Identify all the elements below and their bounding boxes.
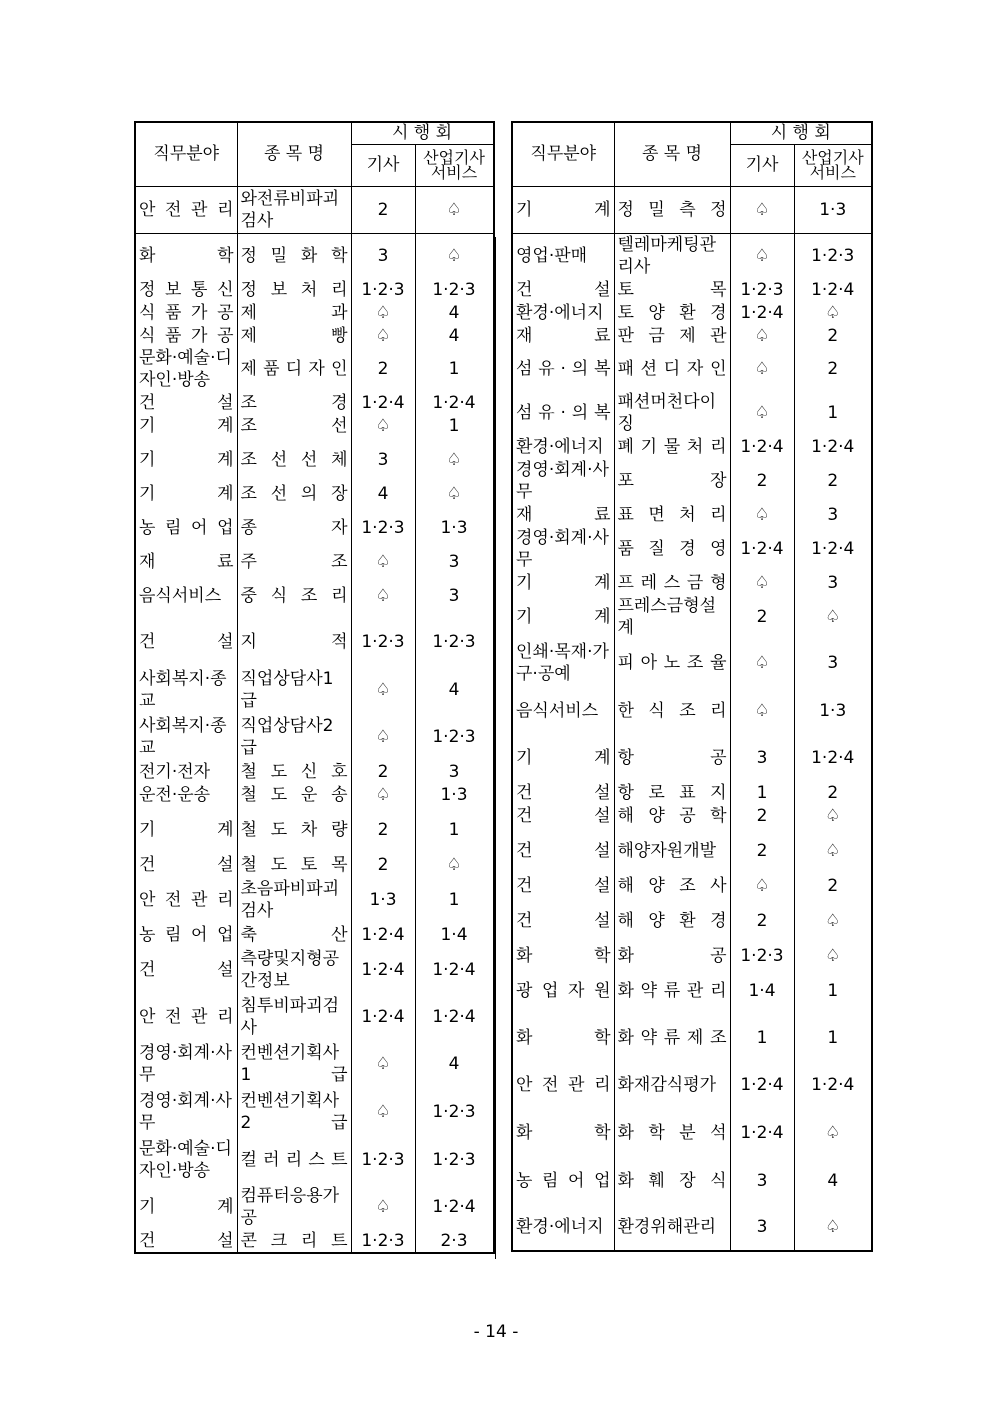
- item-name-cell: 철 도 운 송: [237, 783, 351, 806]
- sanup-round-cell: 1·2·4: [794, 734, 872, 781]
- field-cell: 경영·회계·사 무: [512, 458, 614, 503]
- sanup-round-cell: 1·2·4: [415, 391, 493, 414]
- header-sanup: 산업기사 서비스: [415, 144, 493, 186]
- page-number: - 14 -: [473, 1322, 519, 1342]
- gisa-round-cell: 1·2·3: [351, 278, 415, 301]
- field-cell: 사회복지·종 교: [135, 666, 237, 713]
- table-row: [135, 186, 494, 233]
- sanup-round-cell: 1·3: [794, 186, 872, 233]
- gisa-round-cell: ♤: [730, 233, 794, 278]
- sanup-round-cell: 1·2·4: [794, 1061, 872, 1109]
- item-name-cell: 품 질 경 영: [614, 526, 730, 571]
- gisa-round-cell: ♤: [351, 550, 415, 573]
- right-table: [511, 121, 873, 1252]
- header-round: 시 행 회: [351, 122, 493, 144]
- gisa-round-cell: 1·2·3: [351, 505, 415, 550]
- field-cell: 화 학: [512, 1109, 614, 1157]
- item-name-cell: 철 도 차 량: [237, 806, 351, 853]
- sanup-round-cell: 1·2·3: [415, 713, 493, 760]
- item-name-cell: 패 션 디 자 인: [614, 347, 730, 391]
- gisa-round-cell: 3: [730, 734, 794, 781]
- field-cell: 경영·회계·사 무: [135, 1088, 237, 1136]
- gisa-round-cell: 2: [730, 897, 794, 944]
- table-row: [512, 571, 872, 594]
- sanup-round-cell: 1·2·3: [794, 233, 872, 278]
- gisa-round-cell: ♤: [351, 414, 415, 437]
- gisa-round-cell: 2: [730, 827, 794, 874]
- field-cell: 기 계: [135, 414, 237, 437]
- field-cell: 재 료: [512, 324, 614, 347]
- field-cell: 전기·전자: [135, 760, 237, 783]
- item-name-cell: 해양자원개발: [614, 827, 730, 874]
- table-row: [135, 505, 494, 550]
- item-name-cell: 철 도 신 호: [237, 760, 351, 783]
- item-name-cell: 컬 러 리 스 트: [237, 1136, 351, 1183]
- item-name-cell: 직업상담사2급: [237, 713, 351, 760]
- table-row: [135, 760, 494, 783]
- field-cell: 문화·예술·디자인·방송: [135, 347, 237, 391]
- table-row: [512, 503, 872, 526]
- item-name-cell: 화 약 류 관 리: [614, 967, 730, 1014]
- item-name-cell: 한 식 조 리: [614, 687, 730, 734]
- gisa-round-cell: 1·2·4: [730, 435, 794, 458]
- item-name-cell: 축 산: [237, 923, 351, 946]
- sanup-round-cell: ♤: [415, 482, 493, 505]
- sanup-round-cell: 1·2·4: [794, 278, 872, 301]
- table-row: [512, 804, 872, 827]
- gisa-round-cell: 3: [730, 1157, 794, 1204]
- sanup-round-cell: 1: [415, 414, 493, 437]
- field-cell: 안 전 관 리: [135, 186, 237, 233]
- item-name-cell: 조 경: [237, 391, 351, 414]
- field-cell: 기 계: [512, 594, 614, 639]
- field-cell: 재 료: [135, 550, 237, 573]
- item-name-cell: 와전류비파괴검사: [237, 186, 351, 233]
- gisa-round-cell: 1·2·3: [351, 1230, 415, 1253]
- field-cell: 재 료: [512, 503, 614, 526]
- table-row: [135, 391, 494, 414]
- table-row: [135, 301, 494, 324]
- table-row: [135, 876, 494, 923]
- sanup-round-cell: 1·2·3: [415, 1088, 493, 1136]
- sanup-round-cell: ♤: [794, 944, 872, 967]
- gisa-round-cell: 1·2·4: [351, 923, 415, 946]
- sanup-round-cell: 3: [415, 573, 493, 618]
- item-name-cell: 초음파비파괴검사: [237, 876, 351, 923]
- table-row: [512, 1109, 872, 1157]
- table-row: [512, 324, 872, 347]
- field-cell: 화 학: [512, 944, 614, 967]
- table-row: [135, 573, 494, 618]
- gisa-round-cell: ♤: [730, 571, 794, 594]
- sanup-round-cell: 4: [794, 1157, 872, 1204]
- gisa-round-cell: ♤: [730, 391, 794, 435]
- table-row: [135, 853, 494, 876]
- sanup-round-cell: 1·2·4: [794, 435, 872, 458]
- table-row: [135, 437, 494, 482]
- item-name-cell: 조 선 의 장: [237, 482, 351, 505]
- table-row: [512, 1157, 872, 1204]
- item-name-cell: 종 자: [237, 505, 351, 550]
- table-row: [512, 233, 872, 278]
- sanup-round-cell: ♤: [415, 437, 493, 482]
- item-name-cell: 정 밀 측 정: [614, 186, 730, 233]
- table-row: [135, 550, 494, 573]
- field-cell: 안 전 관 리: [512, 1061, 614, 1109]
- gisa-round-cell: 3: [351, 233, 415, 278]
- table-row: [512, 781, 872, 804]
- sanup-round-cell: ♤: [794, 594, 872, 639]
- gisa-round-cell: ♤: [351, 1040, 415, 1088]
- field-cell: 섬 유 · 의 복: [512, 391, 614, 435]
- table-row: [512, 1204, 872, 1251]
- sanup-round-cell: 3: [794, 571, 872, 594]
- item-name-cell: 프레스금형설 계: [614, 594, 730, 639]
- column-divider: [495, 237, 512, 1259]
- item-name-cell: 화 약 류 제 조: [614, 1014, 730, 1061]
- item-name-cell: 해 양 공 학: [614, 804, 730, 827]
- item-name-cell: 제 품 디 자 인: [237, 347, 351, 391]
- item-name-cell: 측량및지형공간정보: [237, 946, 351, 993]
- field-cell: 건 설: [512, 827, 614, 874]
- item-name-cell: 표 면 처 리: [614, 503, 730, 526]
- item-name-cell: 항 공: [614, 734, 730, 781]
- table-row: [512, 944, 872, 967]
- table-row: [135, 618, 494, 666]
- field-cell: 기 계: [512, 571, 614, 594]
- table-row: [512, 639, 872, 687]
- table-row: [512, 435, 872, 458]
- sanup-round-cell: 1: [415, 347, 493, 391]
- gisa-round-cell: 1·2·3: [351, 1136, 415, 1183]
- sanup-round-cell: 1: [415, 876, 493, 923]
- item-name-cell: 주 조: [237, 550, 351, 573]
- gisa-round-cell: 2: [351, 347, 415, 391]
- table-row: [135, 993, 494, 1040]
- item-name-cell: 화 공: [614, 944, 730, 967]
- table-row: [135, 946, 494, 993]
- gisa-round-cell: ♤: [351, 1183, 415, 1230]
- gisa-round-cell: ♤: [351, 1088, 415, 1136]
- sanup-round-cell: 3: [794, 503, 872, 526]
- sanup-round-cell: 4: [415, 301, 493, 324]
- sanup-round-cell: ♤: [794, 804, 872, 827]
- table-row: [512, 827, 872, 874]
- sanup-round-cell: 3: [415, 760, 493, 783]
- sanup-round-cell: ♤: [415, 233, 493, 278]
- gisa-round-cell: 2: [351, 760, 415, 783]
- field-cell: 건 설: [135, 618, 237, 666]
- gisa-round-cell: 3: [730, 1204, 794, 1251]
- table-row: [135, 713, 494, 760]
- table-row: [512, 1061, 872, 1109]
- field-cell: 농 림 어 업: [135, 505, 237, 550]
- field-cell: 기 계: [135, 437, 237, 482]
- item-name-cell: 중 식 조 리: [237, 573, 351, 618]
- sanup-round-cell: 1: [794, 391, 872, 435]
- sanup-round-cell: ♤: [794, 301, 872, 324]
- sanup-round-cell: 1: [415, 806, 493, 853]
- item-name-cell: 컨벤션기획사 1 급: [237, 1040, 351, 1088]
- field-cell: 섬 유 · 의 복: [512, 347, 614, 391]
- gisa-round-cell: 1: [730, 781, 794, 804]
- table-row: [135, 414, 494, 437]
- item-name-cell: 지 적: [237, 618, 351, 666]
- gisa-round-cell: 2: [730, 458, 794, 503]
- table-row: [135, 666, 494, 713]
- sanup-round-cell: 1·3: [415, 783, 493, 806]
- gisa-round-cell: ♤: [730, 503, 794, 526]
- field-cell: 농 림 어 업: [135, 923, 237, 946]
- field-cell: 식 품 가 공: [135, 301, 237, 324]
- field-cell: 건 설: [135, 1230, 237, 1253]
- sanup-round-cell: 2: [794, 781, 872, 804]
- field-cell: 기 계: [512, 734, 614, 781]
- header-sanup: 산업기사 서비스: [794, 144, 872, 186]
- sanup-round-cell: 1·3: [794, 687, 872, 734]
- gisa-round-cell: ♤: [351, 324, 415, 347]
- table-row: [512, 594, 872, 639]
- field-cell: 영업·판매: [512, 233, 614, 278]
- field-cell: 운전·운송: [135, 783, 237, 806]
- sanup-round-cell: 4: [415, 324, 493, 347]
- gisa-round-cell: 2: [351, 853, 415, 876]
- field-cell: 농 림 어 업: [512, 1157, 614, 1204]
- header-item: 종 목 명: [614, 122, 730, 186]
- table-row: [512, 186, 872, 233]
- item-name-cell: 해 양 환 경: [614, 897, 730, 944]
- gisa-round-cell: 1·2·4: [351, 946, 415, 993]
- field-cell: 기 계: [135, 482, 237, 505]
- gisa-round-cell: 1·2·3: [730, 278, 794, 301]
- gisa-round-cell: ♤: [351, 783, 415, 806]
- item-name-cell: 침투비파괴검사: [237, 993, 351, 1040]
- table-row: [135, 482, 494, 505]
- gisa-round-cell: 1·3: [351, 876, 415, 923]
- gisa-round-cell: 1·2·4: [730, 1061, 794, 1109]
- sanup-round-cell: 1·2·3: [415, 1136, 493, 1183]
- gisa-round-cell: 1·2·4: [351, 391, 415, 414]
- item-name-cell: 조 선 선 체: [237, 437, 351, 482]
- gisa-round-cell: ♤: [730, 639, 794, 687]
- sanup-round-cell: 4: [415, 1040, 493, 1088]
- gisa-round-cell: 3: [351, 437, 415, 482]
- table-row: [135, 233, 494, 278]
- sanup-round-cell: 1·2·4: [415, 946, 493, 993]
- sanup-round-cell: ♤: [794, 1109, 872, 1157]
- table-row: [512, 458, 872, 503]
- gisa-round-cell: 2: [351, 186, 415, 233]
- item-name-cell: 제 과: [237, 301, 351, 324]
- header-field: 직무분야: [135, 122, 237, 186]
- sanup-round-cell: 3: [794, 639, 872, 687]
- sanup-round-cell: 1·2·4: [794, 526, 872, 571]
- gisa-round-cell: 1·2·3: [351, 618, 415, 666]
- item-name-cell: 프 레 스 금 형: [614, 571, 730, 594]
- item-name-cell: 정 밀 화 학: [237, 233, 351, 278]
- table-row: [512, 1014, 872, 1061]
- sanup-round-cell: 1·4: [415, 923, 493, 946]
- field-cell: 식 품 가 공: [135, 324, 237, 347]
- gisa-round-cell: 1·2·4: [730, 1109, 794, 1157]
- field-cell: 건 설: [512, 781, 614, 804]
- header-gisa: 기사: [351, 144, 415, 186]
- gisa-round-cell: 1: [730, 1014, 794, 1061]
- sanup-round-cell: 1·2·3: [415, 618, 493, 666]
- field-cell: 광 업 자 원: [512, 967, 614, 1014]
- field-cell: 건 설: [135, 853, 237, 876]
- sanup-round-cell: 1·2·4: [415, 1183, 493, 1230]
- table-row: [135, 1183, 494, 1230]
- field-cell: 화 학: [512, 1014, 614, 1061]
- header-item: 종 목 명: [237, 122, 351, 186]
- sanup-round-cell: 2: [794, 347, 872, 391]
- table-row: [512, 897, 872, 944]
- header-round: 시 행 회: [730, 122, 872, 144]
- field-cell: 기 계: [135, 806, 237, 853]
- item-name-cell: 콘 크 리 트: [237, 1230, 351, 1253]
- item-name-cell: 토 목: [614, 278, 730, 301]
- gisa-round-cell: 1·2·3: [730, 944, 794, 967]
- table-row: [512, 301, 872, 324]
- table-row: [512, 347, 872, 391]
- field-cell: 건 설: [135, 391, 237, 414]
- table-row: [135, 1040, 494, 1088]
- item-name-cell: 폐 기 물 처 리: [614, 435, 730, 458]
- field-cell: 경영·회계·사 무: [135, 1040, 237, 1088]
- item-name-cell: 화재감식평가: [614, 1061, 730, 1109]
- item-name-cell: 텔레마케팅관리사: [614, 233, 730, 278]
- table-row: [135, 347, 494, 391]
- header-field: 직무분야: [512, 122, 614, 186]
- sanup-round-cell: ♤: [794, 827, 872, 874]
- field-cell: 안 전 관 리: [135, 993, 237, 1040]
- gisa-round-cell: 4: [351, 482, 415, 505]
- field-cell: 건 설: [135, 946, 237, 993]
- gisa-round-cell: 1·2·4: [730, 301, 794, 324]
- table-row: [512, 874, 872, 897]
- gisa-round-cell: 2: [730, 594, 794, 639]
- field-cell: 인쇄·목재·가구·공예: [512, 639, 614, 687]
- gisa-round-cell: 2: [730, 804, 794, 827]
- gisa-round-cell: ♤: [730, 687, 794, 734]
- left-table: [134, 121, 495, 1254]
- sanup-round-cell: 1·2·3: [415, 278, 493, 301]
- table-row: [135, 1136, 494, 1183]
- item-name-cell: 제 빵: [237, 324, 351, 347]
- sanup-round-cell: ♤: [794, 897, 872, 944]
- table-row: [512, 734, 872, 781]
- item-name-cell: 항 로 표 지: [614, 781, 730, 804]
- item-name-cell: 토 양 환 경: [614, 301, 730, 324]
- field-cell: 음식서비스: [135, 573, 237, 618]
- field-cell: 기 계: [512, 186, 614, 233]
- item-name-cell: 정 보 처 리: [237, 278, 351, 301]
- sanup-round-cell: ♤: [415, 853, 493, 876]
- gisa-round-cell: ♤: [351, 713, 415, 760]
- table-row: [512, 967, 872, 1014]
- gisa-round-cell: ♤: [351, 301, 415, 324]
- item-name-cell: 판 금 제 관: [614, 324, 730, 347]
- item-name-cell: 조 선: [237, 414, 351, 437]
- sanup-round-cell: 1: [794, 967, 872, 1014]
- table-row: [135, 923, 494, 946]
- table-row: [135, 783, 494, 806]
- item-name-cell: 포 장: [614, 458, 730, 503]
- gisa-round-cell: ♤: [730, 874, 794, 897]
- field-cell: 건 설: [512, 804, 614, 827]
- field-cell: 환경·에너지: [512, 1204, 614, 1251]
- sanup-round-cell: ♤: [415, 186, 493, 233]
- gisa-round-cell: ♤: [730, 186, 794, 233]
- sanup-round-cell: ♤: [794, 1204, 872, 1251]
- item-name-cell: 환경위해관리: [614, 1204, 730, 1251]
- gisa-round-cell: 1·4: [730, 967, 794, 1014]
- sanup-round-cell: 4: [415, 666, 493, 713]
- sanup-round-cell: 1: [794, 1014, 872, 1061]
- table-row: [512, 278, 872, 301]
- item-name-cell: 해 양 조 사: [614, 874, 730, 897]
- gisa-round-cell: 2: [351, 806, 415, 853]
- field-cell: 경영·회계·사 무: [512, 526, 614, 571]
- field-cell: 사회복지·종 교: [135, 713, 237, 760]
- field-cell: 건 설: [512, 897, 614, 944]
- header-gisa: 기사: [730, 144, 794, 186]
- sanup-round-cell: 2: [794, 458, 872, 503]
- sanup-round-cell: 2·3: [415, 1230, 493, 1253]
- gisa-round-cell: 1·2·4: [730, 526, 794, 571]
- gisa-round-cell: ♤: [730, 324, 794, 347]
- field-cell: 환경·에너지: [512, 301, 614, 324]
- field-cell: 건 설: [512, 874, 614, 897]
- gisa-round-cell: 1·2·4: [351, 993, 415, 1040]
- table-row: [135, 806, 494, 853]
- gisa-round-cell: ♤: [730, 347, 794, 391]
- sanup-round-cell: 3: [415, 550, 493, 573]
- field-cell: 기 계: [135, 1183, 237, 1230]
- table-row: [512, 687, 872, 734]
- item-name-cell: 철 도 토 목: [237, 853, 351, 876]
- sanup-round-cell: 2: [794, 874, 872, 897]
- field-cell: 화 학: [135, 233, 237, 278]
- item-name-cell: 패션머천다이징: [614, 391, 730, 435]
- item-name-cell: 피 아 노 조 율: [614, 639, 730, 687]
- table-row: [135, 1088, 494, 1136]
- table-row: [512, 526, 872, 571]
- sanup-round-cell: 1·3: [415, 505, 493, 550]
- table-row: [512, 391, 872, 435]
- item-name-cell: 화 학 분 석: [614, 1109, 730, 1157]
- field-cell: 안 전 관 리: [135, 876, 237, 923]
- table-row: [135, 324, 494, 347]
- gisa-round-cell: ♤: [351, 666, 415, 713]
- item-name-cell: 컴퓨터응용가공: [237, 1183, 351, 1230]
- field-cell: 음식서비스: [512, 687, 614, 734]
- field-cell: 문화·예술·디자인·방송: [135, 1136, 237, 1183]
- field-cell: 환경·에너지: [512, 435, 614, 458]
- item-name-cell: 컨벤션기획사 2 급: [237, 1088, 351, 1136]
- item-name-cell: 직업상담사1급: [237, 666, 351, 713]
- table-row: [135, 1230, 494, 1253]
- gisa-round-cell: ♤: [351, 573, 415, 618]
- item-name-cell: 화 훼 장 식: [614, 1157, 730, 1204]
- sanup-round-cell: 1·2·4: [415, 993, 493, 1040]
- sanup-round-cell: 2: [794, 324, 872, 347]
- field-cell: 건 설: [512, 278, 614, 301]
- field-cell: 정 보 통 신: [135, 278, 237, 301]
- table-row: [135, 278, 494, 301]
